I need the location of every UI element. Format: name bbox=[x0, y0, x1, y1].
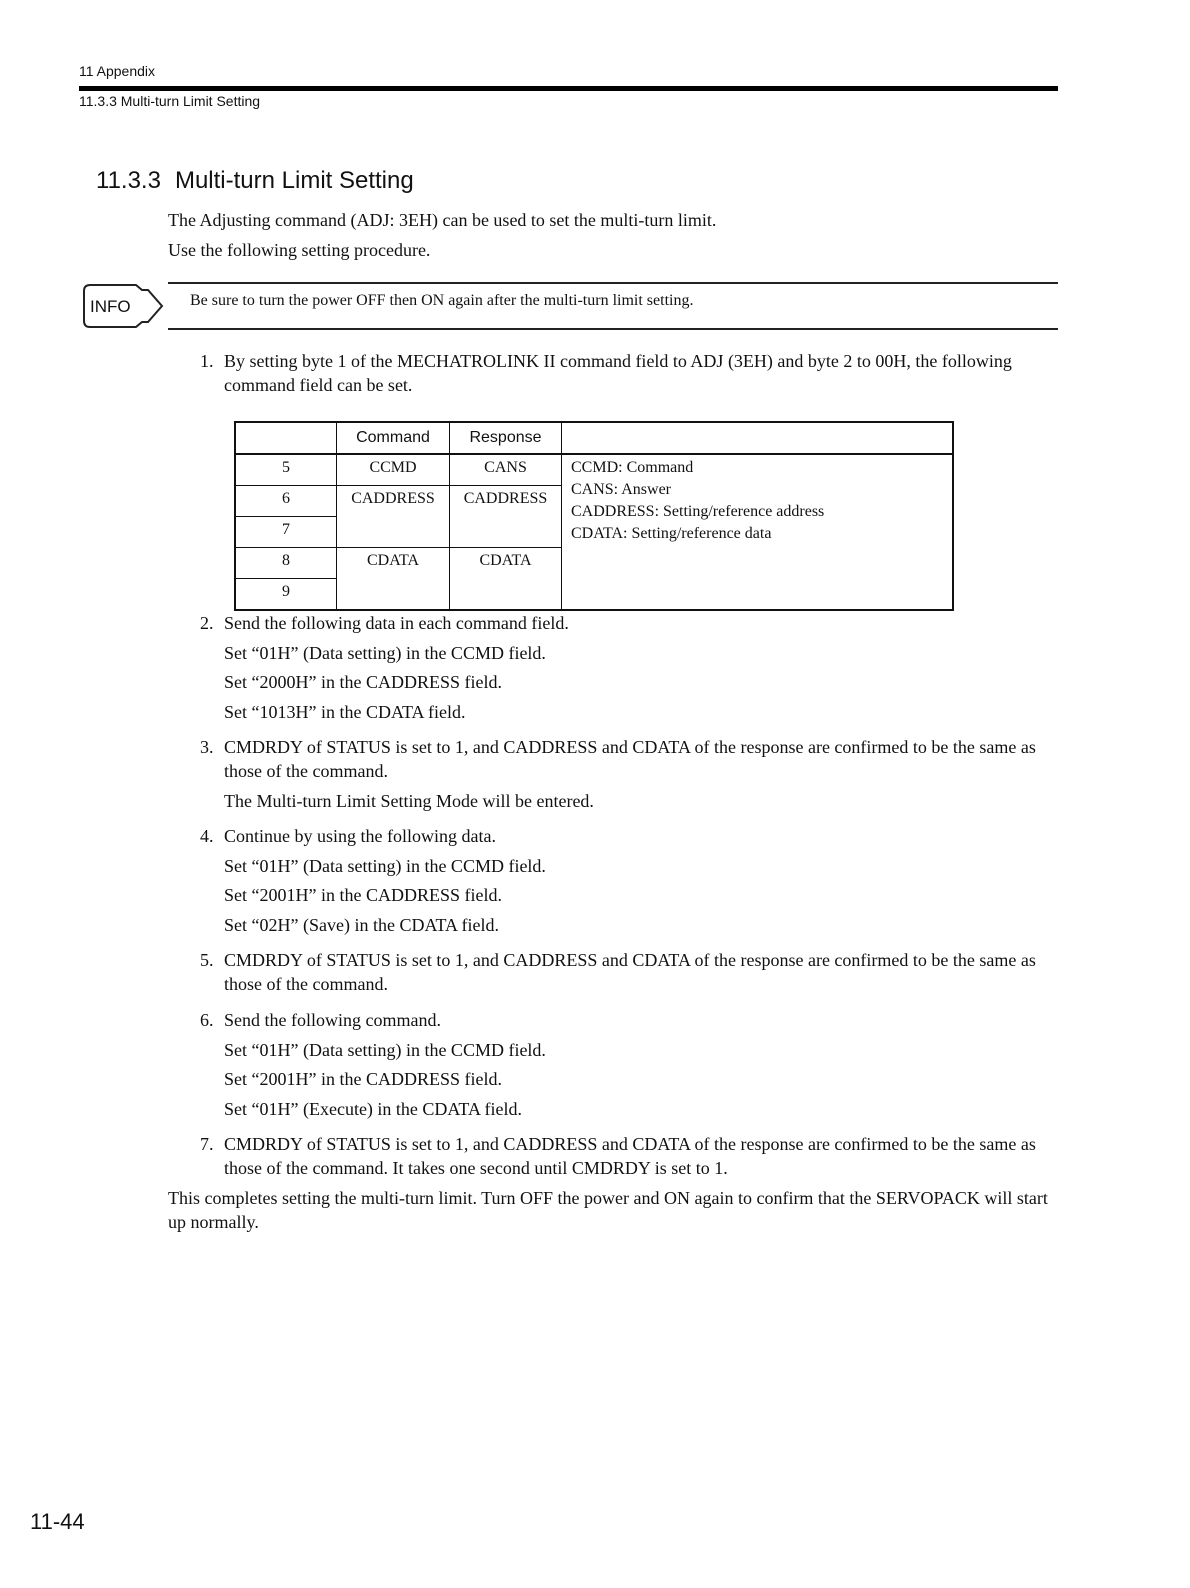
table-header-response: Response bbox=[450, 422, 562, 454]
step-5 bbox=[200, 948, 1060, 996]
section-title-text: Multi-turn Limit Setting bbox=[174, 167, 414, 194]
step-detail: Set “01H” (Data setting) in the CCMD field. bbox=[224, 1040, 546, 1060]
step-4 bbox=[200, 824, 1060, 848]
step-detail: Set “01H” (Data setting) in the CCMD field. bbox=[224, 643, 546, 663]
step-detail: Set “2001H” in the CADDRESS field. bbox=[224, 1069, 502, 1089]
section-title bbox=[96, 167, 414, 195]
table-cell-command: CCMD bbox=[337, 454, 450, 486]
header-rule bbox=[79, 86, 1058, 91]
step-6 bbox=[200, 1008, 1060, 1032]
closing-paragraph: This completes setting the multi-turn limit. Turn OFF the power and ON again to confirm that the SERVOPACK will start up normally. bbox=[168, 1188, 1048, 1232]
table-row bbox=[235, 454, 953, 486]
step-text: Continue by using the following data. bbox=[224, 826, 496, 846]
step-detail: Set “2000H” in the CADDRESS field. bbox=[224, 672, 502, 692]
intro-paragraph: Use the following setting procedure. bbox=[168, 240, 431, 260]
table-header-command: Command bbox=[337, 422, 450, 454]
table-note: CDATA: Setting/reference data bbox=[571, 525, 772, 542]
step-text: CMDRDY of STATUS is set to 1, and CADDRESS and CDATA of the response are confirmed to be the same as those of the command. bbox=[224, 950, 1036, 994]
page-number: 11-44 bbox=[30, 1509, 85, 1534]
step-number: 2. bbox=[200, 613, 214, 633]
step-number: 6. bbox=[200, 1010, 214, 1030]
step-text: Send the following command. bbox=[224, 1010, 441, 1030]
step-detail: Set “01H” (Data setting) in the CCMD field. bbox=[224, 856, 546, 876]
step-detail: The Multi-turn Limit Setting Mode will be entered. bbox=[224, 791, 594, 811]
step-number: 1. bbox=[200, 351, 214, 371]
table-cell-response: CDATA bbox=[450, 548, 562, 611]
table-cell-byte: 8 bbox=[235, 548, 337, 579]
step-number: 7. bbox=[200, 1134, 214, 1154]
table-cell-byte: 7 bbox=[235, 517, 337, 548]
table-note: CANS: Answer bbox=[571, 481, 672, 498]
section-number: 11.3.3 bbox=[96, 167, 161, 194]
table-cell-response: CANS bbox=[450, 454, 562, 486]
info-rule-bottom bbox=[168, 328, 1058, 330]
step-number: 4. bbox=[200, 826, 214, 846]
info-rule-top bbox=[168, 282, 1058, 284]
table-cell-byte: 6 bbox=[235, 486, 337, 517]
info-note: Be sure to turn the power OFF then ON again after the multi-turn limit setting. bbox=[190, 292, 694, 309]
table-cell-command: CDATA bbox=[337, 548, 450, 611]
table-cell-byte: 9 bbox=[235, 579, 337, 611]
table-cell-command: CADDRESS bbox=[337, 486, 450, 548]
step-number: 5. bbox=[200, 950, 214, 970]
step-3 bbox=[200, 735, 1060, 783]
table-note: CADDRESS: Setting/reference address bbox=[571, 503, 825, 520]
info-icon bbox=[82, 283, 166, 329]
table-notes bbox=[562, 454, 954, 610]
info-icon-label: INFO bbox=[90, 297, 131, 316]
step-detail: Set “01H” (Execute) in the CDATA field. bbox=[224, 1099, 522, 1119]
intro-paragraph: The Adjusting command (ADJ: 3EH) can be used to set the multi-turn limit. bbox=[168, 210, 717, 230]
step-detail: Set “02H” (Save) in the CDATA field. bbox=[224, 915, 500, 935]
step-detail: Set “1013H” in the CDATA field. bbox=[224, 702, 466, 722]
step-text: Send the following data in each command field. bbox=[224, 613, 569, 633]
table-cell-byte: 5 bbox=[235, 454, 337, 486]
table-header-notes bbox=[562, 422, 954, 454]
step-1 bbox=[200, 349, 1060, 397]
table-note: CCMD: Command bbox=[571, 459, 694, 476]
step-detail: Set “2001H” in the CADDRESS field. bbox=[224, 885, 502, 905]
step-text: By setting byte 1 of the MECHATROLINK II command field to ADJ (3EH) and byte 2 to 00H, the following command field can be set. bbox=[224, 351, 1012, 395]
table-header-byte bbox=[235, 422, 337, 454]
command-field-table bbox=[234, 421, 954, 611]
step-7 bbox=[200, 1132, 1060, 1180]
step-text: CMDRDY of STATUS is set to 1, and CADDRESS and CDATA of the response are confirmed to be the same as those of the command. It takes one second until CMDRDY is set to 1. bbox=[224, 1134, 1036, 1178]
step-number: 3. bbox=[200, 737, 214, 757]
table-cell-response: CADDRESS bbox=[450, 486, 562, 548]
step-2 bbox=[200, 611, 1060, 635]
step-text: CMDRDY of STATUS is set to 1, and CADDRESS and CDATA of the response are confirmed to be the same as those of the command. bbox=[224, 737, 1036, 781]
running-header-chapter: 11 Appendix bbox=[79, 63, 156, 79]
running-header-section: 11.3.3 Multi-turn Limit Setting bbox=[79, 93, 261, 109]
